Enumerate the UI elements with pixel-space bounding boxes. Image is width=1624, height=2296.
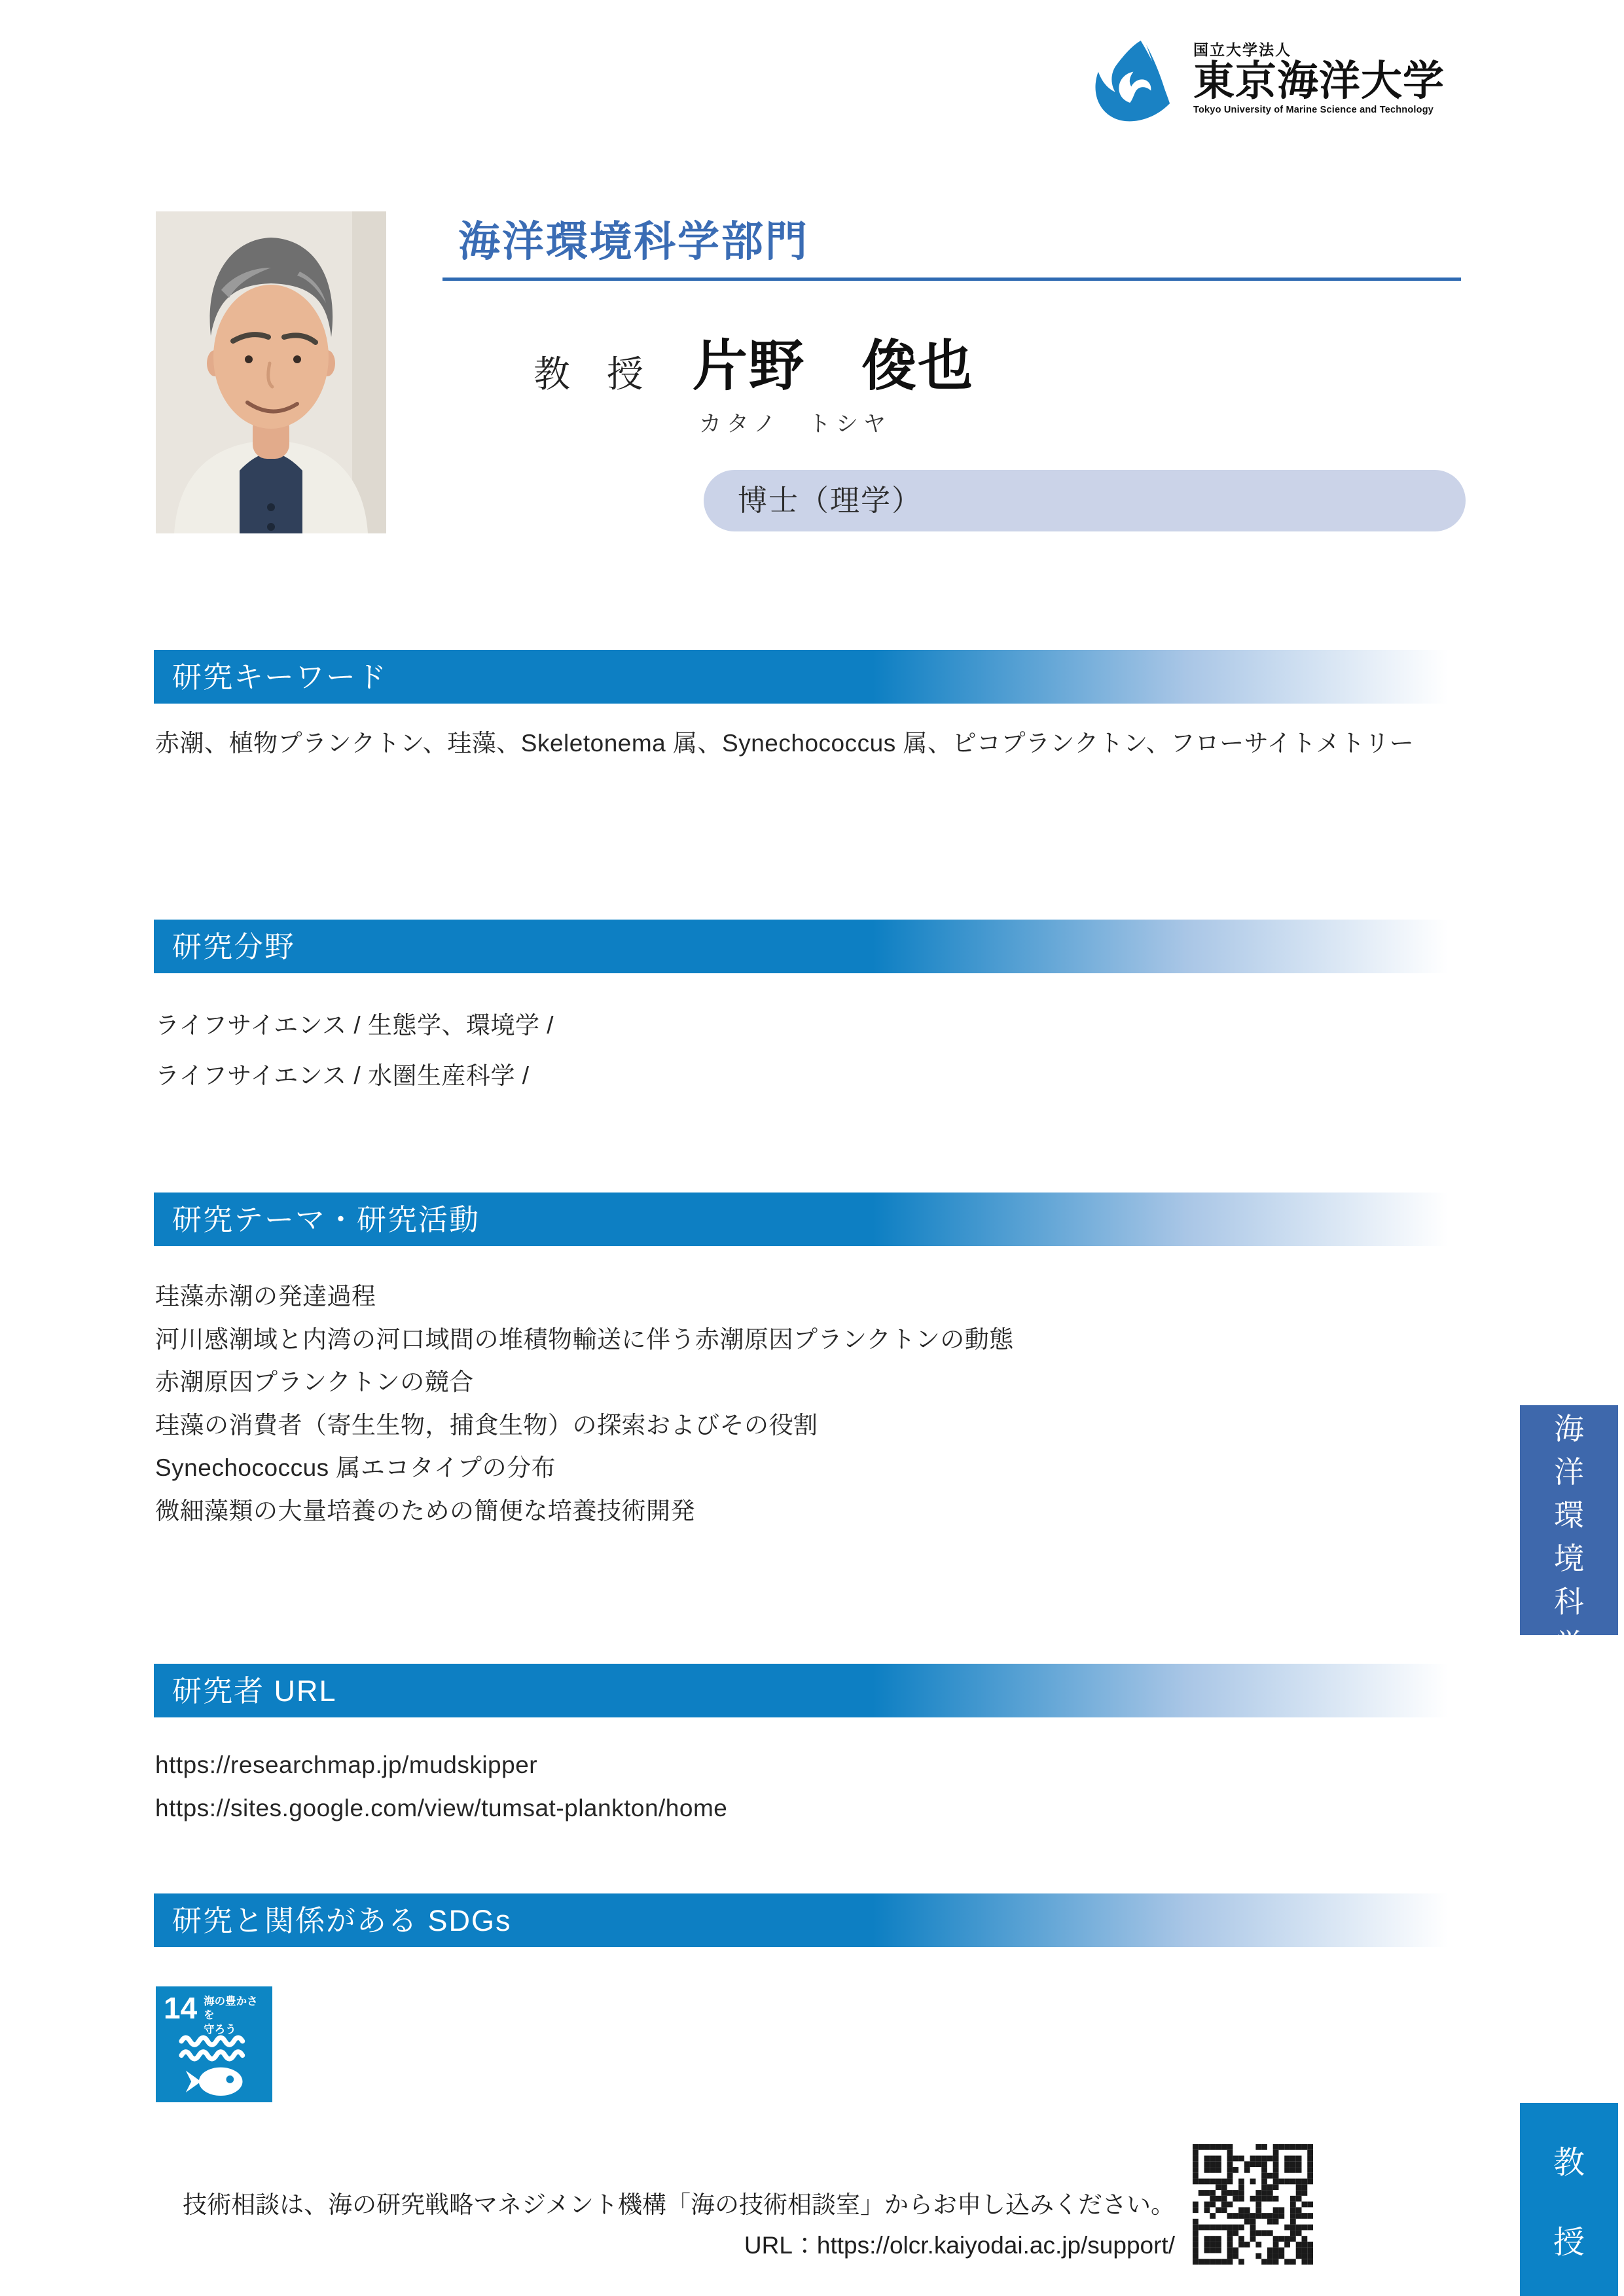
qr-code: [1193, 2144, 1313, 2265]
sdg-tile-header: [164, 1993, 266, 2037]
researcher-url-link[interactable]: https://researchmap.jp/mudskipper: [155, 1751, 538, 1778]
position-label: 教 授: [533, 353, 643, 395]
section-header-fields: 研究分野: [154, 920, 1461, 973]
theme-item: 珪藻の消費者（寄生生物，捕食生物）の探索およびその役割: [155, 1411, 818, 1439]
logo-university-name-en: Tokyo University of Marine Science and Technology: [1193, 105, 1434, 116]
sdg-goal-14-tile: [156, 1986, 272, 2102]
section-header-urls: 研究者 URL: [154, 1664, 1461, 1717]
theme-item: Synechococcus 属エコタイプの分布: [155, 1454, 556, 1481]
wave-logo-icon: [1088, 38, 1183, 124]
field-item: ライフサイエンス / 水圏生産科学 /: [155, 1062, 530, 1089]
edge-tab-department: 海 洋 環 境 科 学: [1520, 1405, 1618, 1635]
logo-university-name: 東京海洋大学: [1193, 58, 1445, 104]
theme-item: 微細藻類の大量培養のための簡便な培養技術開発: [155, 1497, 695, 1524]
department-title: 海洋環境科学部門: [458, 218, 809, 265]
waves-fish-icon: [171, 2034, 258, 2099]
theme-list: [155, 1275, 1461, 1532]
footer-note-line: 技術相談は、海の研究戦略マネジメント機構「海の技術相談室」からお申し込みください。: [183, 2191, 1175, 2218]
theme-item: 赤潮原因プランクトンの競合: [155, 1369, 474, 1395]
keywords-text: 赤潮、植物プランクトン、珪藻、Skeletonema 属、Synechococcus 属、ピコプランクトン、フローサイトメトリー: [155, 730, 1415, 757]
section-header-themes: 研究テーマ・研究活動: [154, 1193, 1461, 1246]
section-header-keywords: 研究キーワード: [154, 650, 1461, 704]
edge-tab-position: 教 授: [1520, 2103, 1618, 2296]
sdg-goal-label-line2: 守ろう: [204, 2023, 236, 2036]
professor-name: 片野 俊也: [693, 335, 975, 397]
professor-photo: [156, 211, 386, 533]
footer-url-line[interactable]: URL：https://olcr.kaiyodai.ac.jp/support/: [744, 2232, 1175, 2259]
sdg-goal-label-line1: 海の豊かさを: [204, 1996, 258, 2022]
logo-corporation-label: 国立大学法人: [1193, 41, 1291, 58]
footer-note: [183, 2185, 1175, 2266]
professor-name-kana: カタノ トシヤ: [699, 412, 891, 437]
sdg-goal-label: [204, 1995, 266, 2037]
degree-badge: 博士（理学）: [704, 470, 1466, 531]
logo-text-block: [1193, 38, 1445, 115]
university-logo: [1088, 38, 1445, 124]
title-underline: [442, 278, 1461, 281]
researcher-url-link[interactable]: https://sites.google.com/view/tumsat-plankton/home: [155, 1795, 728, 1821]
field-item: ライフサイエンス / 生態学、環境学 /: [155, 1012, 554, 1039]
sdg-goal-number: 14: [164, 1991, 198, 2025]
theme-item: 珪藻赤潮の発達過程: [155, 1283, 376, 1310]
theme-item: 河川感潮域と内湾の河口域間の堆積物輸送に伴う赤潮原因プランクトンの動態: [155, 1325, 1014, 1353]
section-header-sdgs: 研究と関係がある SDGs: [154, 1893, 1461, 1947]
